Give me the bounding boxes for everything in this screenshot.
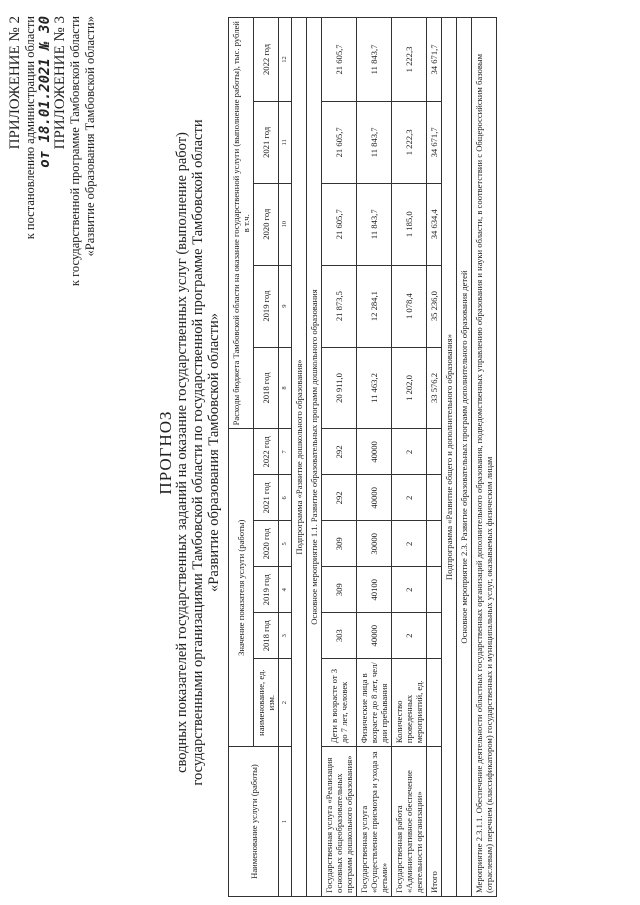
subprogram-1-label: Подпрограмма «Развитие дошкольного образования» [292,18,307,897]
total-budget-value: 34 671,7 [427,101,442,183]
header-year: 2021 год [254,475,279,521]
indicator-value: 309 [322,521,357,567]
budget-value: 11 843,7 [357,101,392,183]
indicator-value: 292 [322,429,357,475]
col-index: 2 [279,659,292,747]
budget-value: 1 222,3 [392,18,427,102]
empty-cell [427,521,442,567]
measure-2-label: Основное мероприятие 2.3. Развитие образовательных программ дополнительного образования детей [457,18,472,897]
indicator-value: 2 [392,567,427,613]
measure-1-label: Основное мероприятие 1.1. Развитие образовательных программ дошкольного образования [307,18,322,897]
appendix-program-line: к государственной программе Тамбовской области [68,16,82,287]
col-index: 7 [279,429,292,475]
budget-value: 21 605,7 [322,18,357,102]
col-index: 4 [279,567,292,613]
header-year: 2020 год [254,521,279,567]
budget-value: 1 202,0 [392,347,427,429]
indicator-value: 40000 [357,475,392,521]
budget-value: 20 911,0 [322,347,357,429]
empty-cell [427,475,442,521]
indicator-value: 2 [392,475,427,521]
budget-value: 1 222,3 [392,101,427,183]
header-year: 2022 год [254,429,279,475]
indicator-value: 40000 [357,613,392,659]
document-title [158,0,222,905]
title-line-3: «Развитие образования Тамбовской области» [206,313,222,592]
header-year: 2022 год [254,18,279,102]
indicator-value: 2 [392,521,427,567]
budget-value: 1 185,0 [392,183,427,265]
title-line-1: сводных показателей государственных заданий на оказание государственных услуг (выполнение работ) [174,132,190,773]
total-budget-value: 35 236,0 [427,265,442,347]
indicator-name: Физические лица в возрасте до 8 лет, чел/дни пребывания [357,659,392,747]
header-year: 2020 год [254,183,279,265]
budget-value: 21 605,7 [322,101,357,183]
title-heading: ПРОГНОЗ [156,410,175,495]
subprogram-row [292,18,307,897]
subprogram-2-label: Подпрограмма «Развитие общего и дополнительного образования» [442,18,457,897]
activity-label: Мероприятие 2.3.1.1. Обеспечение деятельности областных государственных организаций дополнительного образования, подведомственных управлению образования и науки области, в соответствии с Общероссийским базовым (отраслевым) перечнем (классификатором) государственных и муниципальных услуг, оказываемых физическим лицам [472,18,497,897]
col-index: 3 [279,613,292,659]
budget-value: 11 843,7 [357,183,392,265]
empty-cell [427,429,442,475]
appendix-block [8,16,98,286]
activity-row [472,18,497,897]
empty-cell [427,659,442,747]
appendix-3-heading: ПРИЛОЖЕНИЕ № 3 [52,16,68,150]
appendix-decree-date: от 18.01.2021 № 30 [37,16,53,168]
table-row [322,18,357,897]
empty-cell [427,567,442,613]
col-index: 1 [279,747,292,897]
budget-value: 11 463,2 [357,347,392,429]
budget-value: 21 873,5 [322,265,357,347]
header-year: 2021 год [254,101,279,183]
col-index: 10 [279,183,292,265]
total-row [427,18,442,897]
table-row [357,18,392,897]
service-name: Государственная услуга «Реализация основных общеобразовательных программ дошкольного образования» [322,747,357,897]
indicator-value: 40000 [357,429,392,475]
indicator-name: Количество проведенных мероприятий, ед. [392,659,427,747]
indicator-value: 2 [392,429,427,475]
indicator-value: 30000 [357,521,392,567]
col-index: 9 [279,265,292,347]
col-index: 8 [279,347,292,429]
indicator-name: Дети в возрасте от 3 до 7 лет, человек [322,659,357,747]
header-indicator-name: наименование, ед. изм. [254,659,279,747]
service-name: Государственная работа «Административное обеспечение деятельности организации» [392,747,427,897]
indicator-value: 292 [322,475,357,521]
appendix-2-heading: ПРИЛОЖЕНИЕ № 2 [7,16,23,150]
total-budget-value: 33 576,2 [427,347,442,429]
col-index: 6 [279,475,292,521]
header-indicator-group: Значение показателя услуги (работы) [229,429,254,747]
indicator-value: 40100 [357,567,392,613]
header-budget-group: Расходы бюджета Тамбовской области на оказание государственной услуги (выполнение работы), тыс. рублей в т.ч. [229,18,254,429]
header-year: 2018 год [254,347,279,429]
budget-value: 21 605,7 [322,183,357,265]
col-index: 12 [279,18,292,102]
table-row [392,18,427,897]
total-budget-value: 34 671,7 [427,18,442,102]
forecast-table [228,17,497,897]
table-header-row [229,18,254,897]
budget-value: 1 078,4 [392,265,427,347]
header-year: 2019 год [254,567,279,613]
empty-cell [427,613,442,659]
budget-value: 11 843,7 [357,18,392,102]
budget-value: 12 284,1 [357,265,392,347]
col-index: 5 [279,521,292,567]
header-year: 2018 год [254,613,279,659]
header-service-name: Наименование услуги (работы) [229,747,279,897]
indicator-value: 303 [322,613,357,659]
col-index: 11 [279,101,292,183]
appendix-program-name: «Развитие образования Тамбовской области» [83,16,97,257]
header-year: 2019 год [254,265,279,347]
total-budget-value: 34 634,4 [427,183,442,265]
indicator-value: 309 [322,567,357,613]
service-name: Государственная услуга «Осуществление присмотра и ухода за детьми» [357,747,392,897]
column-index-row [279,18,292,897]
measure-row [307,18,322,897]
subprogram-row [442,18,457,897]
measure-row [457,18,472,897]
appendix-decree-line: к постановлению администрации области [23,16,37,240]
indicator-value: 2 [392,613,427,659]
title-line-2: государственными организациями Тамбовской области по государственной программе Тамбовской области [190,119,206,786]
total-label: Итого [427,747,442,897]
